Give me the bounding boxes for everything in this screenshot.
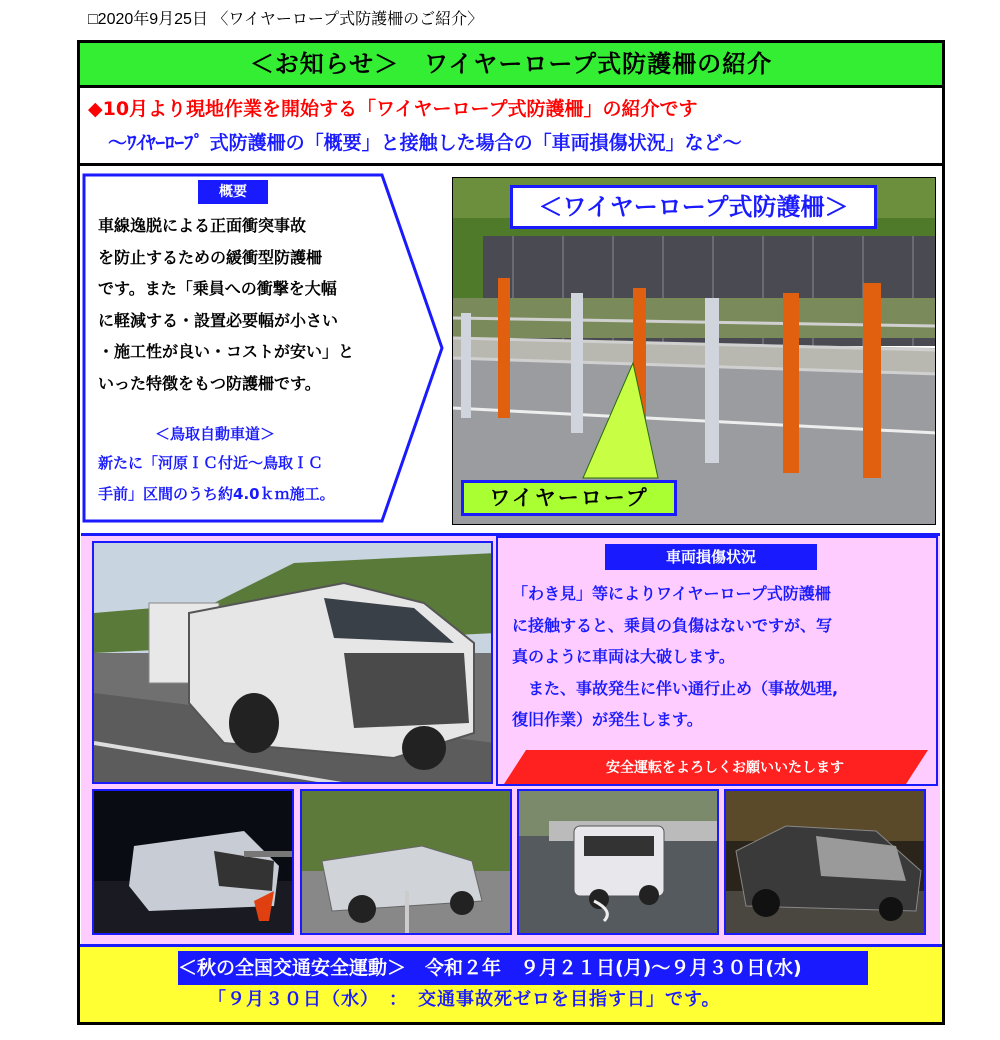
intro-headline: ◆10月より現地作業を開始する「ワイヤーロープ式防護柵」の紹介です xyxy=(88,98,698,120)
intro-subline: ～ﾜｲﾔｰﾛｰﾌﾟ 式防護柵の「概要」と接触した場合の「車両損傷状況」など～ xyxy=(108,132,742,154)
overview-line: です。また「乗員への衝撃を大幅 xyxy=(98,279,337,298)
overview-label: 概要 xyxy=(198,180,268,204)
tottori-expressway-heading: ＜鳥取自動車道＞ xyxy=(155,425,276,443)
traffic-safety-campaign: ＜秋の全国交通安全運動＞ 令和２年 ９月２１日(月)～９月３０日(水) xyxy=(178,951,868,985)
overview-description xyxy=(98,210,428,399)
damage-description xyxy=(512,578,928,736)
accident-photo-night-2 xyxy=(724,789,926,935)
damage-line: 「わき見」等によりワイヤーロープ式防護柵 xyxy=(512,584,831,603)
overview-line: ・施工性が良い・コストが安い」と xyxy=(98,342,355,361)
accident-photo-day-1 xyxy=(300,789,512,935)
notice-title: ＜お知らせ＞ ワイヤーロープ式防護柵の紹介 xyxy=(80,43,942,88)
tottori-line: 手前」区間のうち約4.0ｋｍ施工。 xyxy=(98,485,335,503)
damage-line: 真のように車両は大破します。 xyxy=(512,647,735,666)
document-date-title: □2020年9月25日 〈ワイヤーロープ式防護柵のご紹介〉 xyxy=(88,11,484,28)
wire-rope-guardrail-photo xyxy=(452,177,936,525)
overview-line: 車線逸脱による正面衝突事故 xyxy=(98,216,307,235)
safety-banner-text: 安全運転をよろしくお願いいたします xyxy=(606,760,844,776)
tottori-section-note xyxy=(98,448,388,510)
overview-line: いった特徴をもつ防護柵です。 xyxy=(98,373,321,393)
damaged-car-main-photo xyxy=(92,541,493,784)
overview-line: に軽減する・設置必要幅が小さい xyxy=(98,310,339,330)
damage-line: に接触すると、乗員の負傷はないですが、写 xyxy=(512,615,833,635)
zero-fatality-day-note: 「９月３０日（水） ： 交通事故死ゼロを目指す日」です。 xyxy=(208,989,721,1010)
tottori-line: 新たに「河原ＩＣ付近～鳥取ＩＣ xyxy=(98,454,324,472)
damage-line: 復旧作業）が発生します。 xyxy=(512,710,703,729)
accident-photo-day-2 xyxy=(517,789,719,935)
accident-photo-night-1 xyxy=(92,789,294,935)
damage-line: また、事故発生に伴い通行止め（事故処理, xyxy=(512,678,839,698)
intro-section xyxy=(80,88,942,166)
wire-rope-photo-title: ＜ワイヤーロープ式防護柵＞ xyxy=(510,185,877,229)
overview-line: を防止するための緩衝型防護柵 xyxy=(98,247,323,267)
wire-rope-callout-label: ワイヤーロープ xyxy=(461,480,677,516)
damage-status-label: 車両損傷状況 xyxy=(605,544,817,570)
